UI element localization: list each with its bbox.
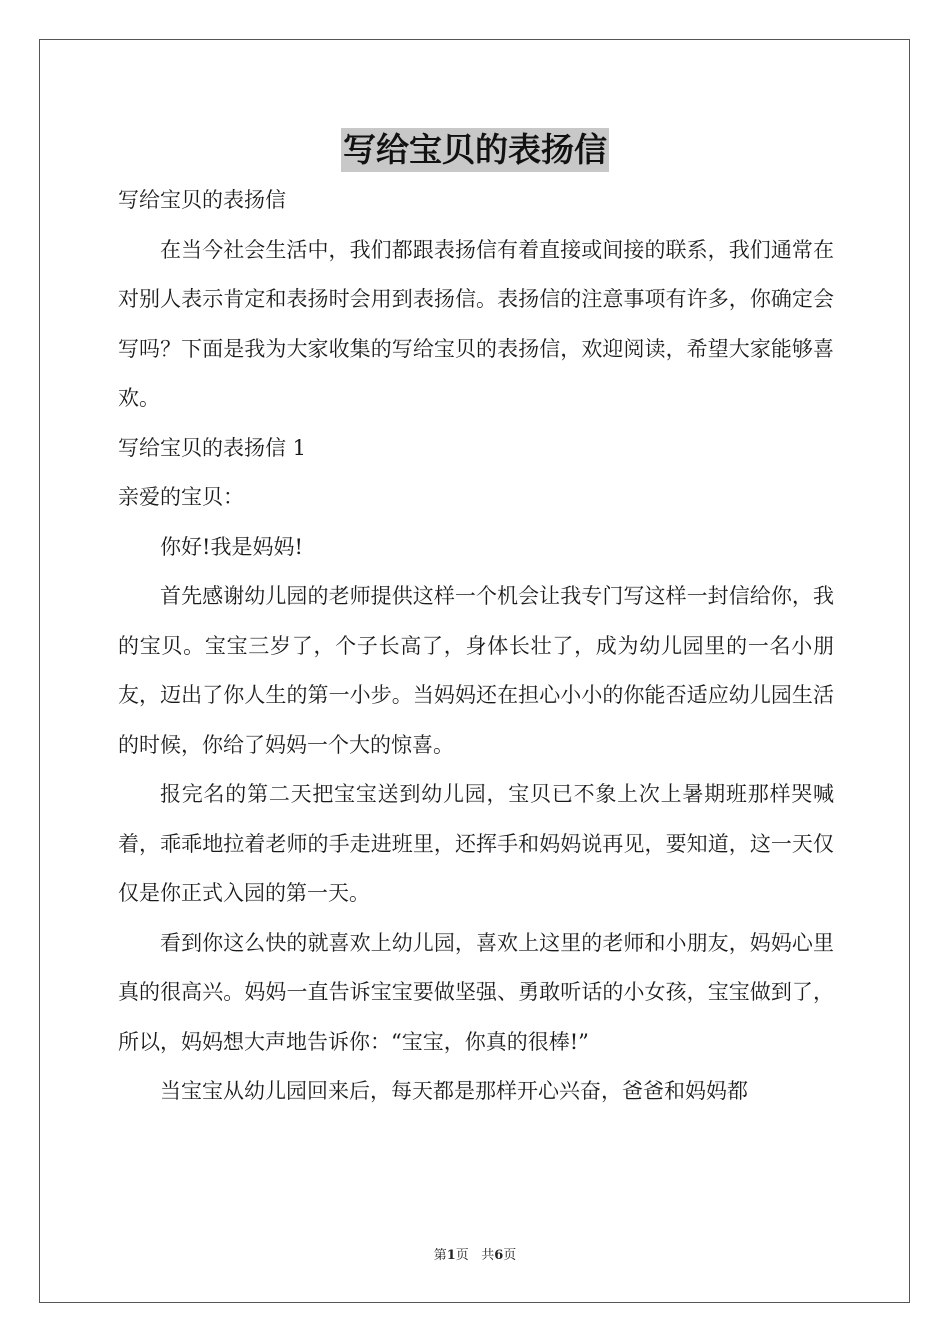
footer-page-suffix: 页 (455, 1248, 469, 1263)
paragraph-salutation: 亲爱的宝贝： (118, 485, 244, 509)
footer-total-prefix: 共 (481, 1248, 495, 1263)
paragraph-body-3: 看到你这么快的就喜欢上幼儿园，喜欢上这里的老师和小朋友，妈妈心里真的很高兴。妈妈一直告诉宝宝要做坚强、勇敢听话的小女孩，宝宝做到了，所以，妈妈想大声地告诉你：“宝宝，你真的很棒!” (118, 930, 834, 1054)
title-wrapper (0, 128, 950, 172)
paragraph-intro: 在当今社会生活中，我们都跟表扬信有着直接或间接的联系，我们通常在对别人表示肯定和表扬时会用到表扬信。表扬信的注意事项有许多，你确定会写吗？下面是我为大家收集的写给宝贝的表扬信，欢迎阅读，希望大家能够喜欢。 (118, 237, 834, 410)
paragraph-body-4: 当宝宝从幼儿园回来后，每天都是那样开心兴奋，爸爸和妈妈都 (160, 1079, 748, 1103)
footer-page-total: 6 (494, 1248, 504, 1263)
page-footer (0, 1247, 950, 1265)
paragraph-subtitle: 写给宝贝的表扬信 (118, 188, 286, 212)
paragraph-body-1: 首先感谢幼儿园的老师提供这样一个机会让我专门写这样一封信给你，我的宝贝。宝宝三岁了，个子长高了，身体长壮了，成为幼儿园里的一名小朋友，迈出了你人生的第一小步。当妈妈还在担心小小的你能否适应幼儿园生活的时候，你给了妈妈一个大的惊喜。 (118, 584, 834, 757)
paragraph-body-2: 报完名的第二天把宝宝送到幼儿园，宝贝已不象上次上暑期班那样哭喊着，乖乖地拉着老师的手走进班里，还挥手和妈妈说再见，要知道，这一天仅仅是你正式入园的第一天。 (118, 782, 834, 905)
document-title: 写给宝贝的表扬信 (341, 128, 609, 172)
document-body (118, 176, 834, 1117)
paragraph-greeting: 你好!我是妈妈! (160, 534, 303, 559)
footer-total-suffix: 页 (503, 1248, 517, 1263)
footer-page-prefix: 第 (433, 1248, 447, 1263)
footer-page-current: 1 (446, 1248, 456, 1263)
paragraph-section-heading: 写给宝贝的表扬信 1 (118, 435, 307, 460)
